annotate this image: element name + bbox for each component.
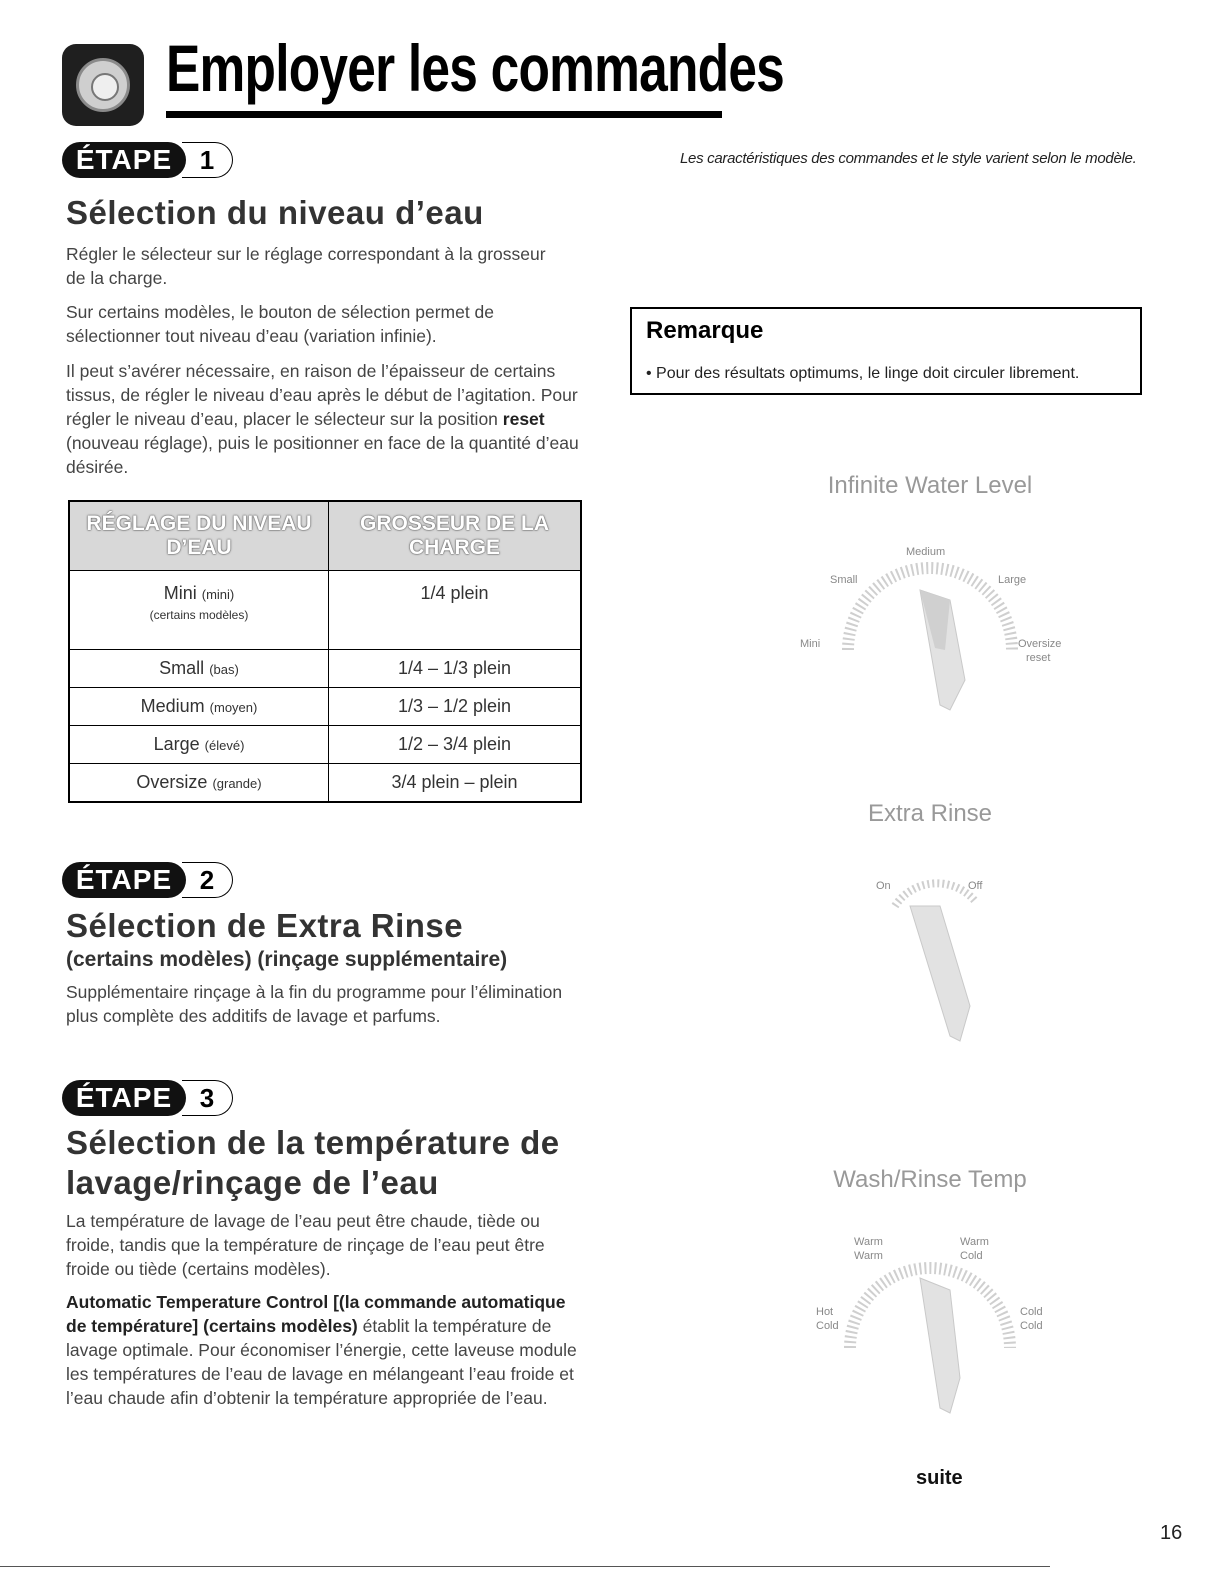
model-note: Les caractéristiques des commandes et le style varient selon le modèle. <box>680 150 1137 167</box>
extra-rinse-dial[interactable] <box>860 876 1000 1046</box>
step-number: 2 <box>182 862 233 898</box>
label-hot-cold-1: Hot <box>816 1306 834 1318</box>
reset-keyword: reset <box>502 409 545 429</box>
table-cell-setting: Large (élevé) <box>69 726 329 764</box>
step-1-paragraph-1: Régler le sélecteur sur le réglage correspondant à la grosseur de la charge. <box>66 244 546 288</box>
label-warm-warm-2: Warm <box>854 1250 883 1262</box>
remarque-item: • Pour des résultats optimums, le linge doit circuler librement. <box>646 365 1080 382</box>
label-warm-warm-1: Warm <box>854 1236 883 1248</box>
wash-rinse-temp-dial-graphic <box>810 1228 1050 1418</box>
title-rule <box>166 111 722 118</box>
label-oversize: Oversize <box>1018 638 1062 650</box>
table-row <box>69 650 581 688</box>
atc-bold: Automatic Temperature Control [(la commande automatique de température] (certains modèles) <box>66 1292 566 1336</box>
step-2-subtitle: (certains modèles) (rinçage supplémentaire) <box>66 948 508 971</box>
step-badge-label: ÉTAPE <box>62 142 186 178</box>
label-medium: Medium <box>906 546 946 558</box>
step-3-paragraph-2: Automatic Temperature Control [(la commande automatique de température] (certains modèles) établit la température de lavage optimale. Pour économiser l’énergie, cette laveuse module les températures de l’eau de lavage en mélangeant l’eau froide et l’eau chaude afin d’obtenir la température appropriée de l’eau. <box>66 1292 577 1408</box>
label-warm-cold-1: Warm <box>960 1236 989 1248</box>
wash-rinse-temp-dial[interactable] <box>810 1228 1050 1418</box>
table-cell-load: 1/4 plein <box>329 571 582 650</box>
label-cold-cold-1: Cold <box>1020 1306 1043 1318</box>
table-row <box>69 688 581 726</box>
step-3-title-line-1: Sélection de la température de <box>66 1124 560 1161</box>
table-header-setting: RÉGLAGE DU NIVEAU D’EAU <box>69 501 329 571</box>
step-badge-label: ÉTAPE <box>62 1080 186 1116</box>
controls-dial-icon <box>62 44 144 126</box>
table-row <box>69 571 581 650</box>
label-small: Small <box>830 574 858 586</box>
table-cell-setting: Small (bas) <box>69 650 329 688</box>
table-cell-load: 3/4 plein – plein <box>329 764 582 803</box>
label-on: On <box>876 880 891 892</box>
table-row <box>69 726 581 764</box>
wash-rinse-temp-dial-title: Wash/Rinse Temp <box>833 1166 1027 1193</box>
water-level-dial-title: Infinite Water Level <box>827 472 1033 499</box>
step-2-paragraph: Supplémentaire rinçage à la fin du programme pour l’élimination plus complète des additifs de lavage et parfums. <box>66 982 563 1026</box>
step-3-title-line-2: lavage/rinçage de l’eau <box>66 1164 439 1201</box>
water-level-dial[interactable] <box>800 530 1060 720</box>
table-cell-setting: Oversize (grande) <box>69 764 329 803</box>
step-1-paragraph-3: Il peut s’avérer nécessaire, en raison de l’épaisseur de certains tissus, de régler le niveau d’eau après le début de l’agitation. Pour régler le niveau d’eau, placer le sélecteur sur la position reset (nouveau réglage), puis le positionner en face de la quantité d’eau désirée. <box>66 361 579 477</box>
extra-rinse-dial-title: Extra Rinse <box>867 800 993 827</box>
table-cell-setting: Mini (mini) (certains modèles) <box>69 571 329 650</box>
label-off: Off <box>968 880 983 892</box>
table-cell-load: 1/4 – 1/3 plein <box>329 650 582 688</box>
bottom-rule <box>0 1566 1050 1567</box>
remarque-box <box>630 307 1142 395</box>
page-title: Employer les commandes <box>166 31 785 105</box>
table-cell-load: 1/3 – 1/2 plein <box>329 688 582 726</box>
page-number: 16 <box>1160 1522 1183 1544</box>
step-number: 1 <box>182 142 233 178</box>
step-1-paragraph-2: Sur certains modèles, le bouton de sélection permet de sélectionner tout niveau d’eau (variation infinie). <box>66 302 495 346</box>
step-badge-label: ÉTAPE <box>62 862 186 898</box>
step-2-title: Sélection de Extra Rinse <box>66 907 464 944</box>
label-large: Large <box>998 574 1027 586</box>
step-1-title: Sélection du niveau d’eau <box>66 194 484 231</box>
water-level-dial-graphic <box>800 530 1060 720</box>
table-cell-load: 1/2 – 3/4 plein <box>329 726 582 764</box>
label-reset: reset <box>1026 652 1051 664</box>
label-warm-cold-2: Cold <box>960 1250 983 1262</box>
extra-rinse-dial-graphic <box>860 876 1000 1046</box>
label-cold-cold-2: Cold <box>1020 1320 1043 1332</box>
step-number: 3 <box>182 1080 233 1116</box>
step-3-paragraph-1: La température de lavage de l’eau peut être chaude, tiède ou froide, tandis que la température de rinçage de l’eau peut être froide ou tiède (certains modèles). <box>66 1211 545 1279</box>
table-header-load: GROSSEUR DE LA CHARGE <box>329 501 582 571</box>
water-level-table <box>68 500 582 803</box>
continued-label: suite <box>916 1467 963 1489</box>
label-mini: Mini <box>800 638 821 650</box>
remarque-title: Remarque <box>646 317 764 344</box>
table-cell-setting: Medium (moyen) <box>69 688 329 726</box>
table-row <box>69 764 581 803</box>
label-hot-cold-2: Cold <box>816 1320 839 1332</box>
